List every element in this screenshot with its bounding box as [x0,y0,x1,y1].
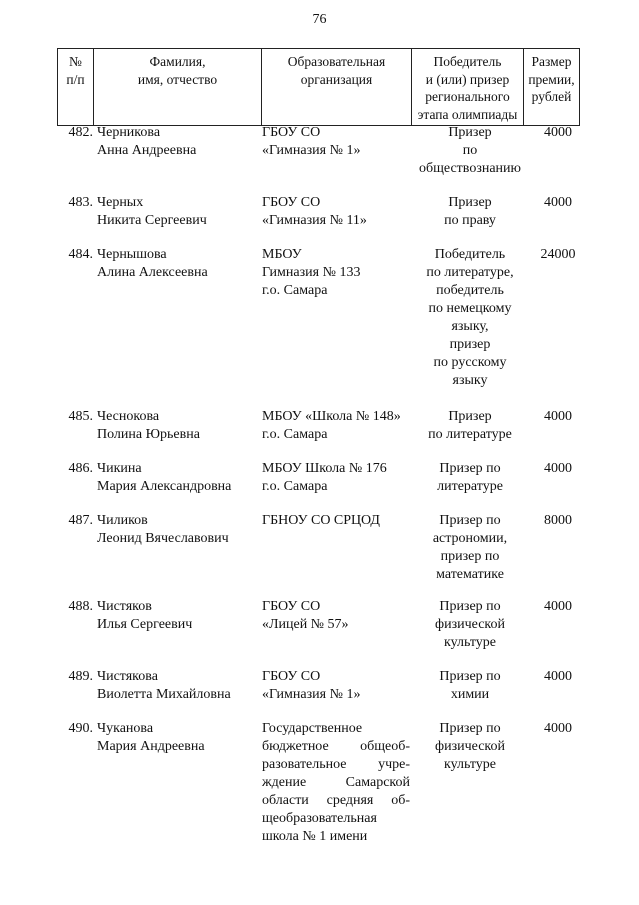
organization [262,720,410,846]
organization [262,408,410,444]
organization-line: «Гимназия № 11» [262,213,367,228]
row-number: 483. [68,195,93,210]
organization [262,246,410,300]
organization-line: Государственное [262,721,363,736]
prize-amount: 4000 [544,599,572,614]
table-row [0,124,639,194]
organization-line: ГБОУ СО [262,125,321,140]
organization-line: г.о. Самара [262,283,328,298]
prize-amount: 4000 [544,125,572,140]
student-name [97,246,257,282]
name-line: Илья Сергеевич [97,617,193,632]
award-line: литературе [437,479,503,494]
table-row [0,246,639,408]
organization [262,460,410,496]
table-row [0,598,639,668]
name-line: Чуканова [97,721,154,736]
page-number: 76 [312,12,327,27]
organization-line: МБОУ [262,247,302,262]
name-line: Мария Андреевна [97,739,205,754]
organization-line: г.о. Самара [262,479,328,494]
prize-amount: 4000 [544,461,572,476]
row-number: 488. [68,599,93,614]
award-line: культуре [444,757,496,772]
organization [262,668,410,704]
award-line: по русскому [433,355,507,370]
name-line: Мария Александровна [97,479,232,494]
name-line: Чиликов [97,513,148,528]
student-name [97,408,257,444]
name-line: Анна Андреевна [97,143,197,158]
award-line: астрономии, [432,531,508,546]
organization-line: ждение Самарской [262,775,410,790]
award [414,598,526,652]
organization-line: «Лицей № 57» [262,617,349,632]
prize-amount: 8000 [544,513,572,528]
award-line: по [462,143,478,158]
name-line: Алина Алексеевна [97,265,208,280]
award-line: культуре [444,635,496,650]
organization-line: щеобразовательная [262,811,377,826]
table-row [0,720,639,846]
award-line: Призер по [439,721,501,736]
student-name [97,720,257,756]
row-number: 486. [68,461,93,476]
award [414,460,526,496]
student-name [97,194,257,230]
organization-line: школа № 1 имени [262,829,368,844]
organization-line: ГБНОУ СО СРЦОД [262,513,380,528]
award [414,246,526,390]
student-name [97,460,257,496]
award [414,124,526,178]
award [414,720,526,774]
table-row [0,194,639,246]
organization-line: «Гимназия № 1» [262,143,361,158]
organization-line: разовательное учре- [262,757,410,772]
row-number: 490. [68,721,93,736]
organization [262,598,410,634]
award-line: языку, [451,319,489,334]
prize-amount: 4000 [544,195,572,210]
award-line: по немецкому [428,301,512,316]
header-name: Фамилия, имя, отчество [94,49,262,126]
organization-line: ГБОУ СО [262,599,321,614]
award-line: Призер [448,195,492,210]
organization-line: г.о. Самара [262,427,328,442]
row-number: 487. [68,513,93,528]
name-line: Чистяков [97,599,152,614]
award-line: призер по [440,549,500,564]
row-number: 482. [68,125,93,140]
organization-line: ГБОУ СО [262,669,321,684]
award-line: физической [435,739,505,754]
award-line: Призер по [439,461,501,476]
name-line: Чистякова [97,669,158,684]
organization [262,194,410,230]
award-line: Призер [448,125,492,140]
name-line: Чикина [97,461,142,476]
award [414,668,526,704]
header-award: Победитель и (или) призер регионального этапа олимпиады [412,49,524,126]
award-line: Призер по [439,669,501,684]
row-number: 485. [68,409,93,424]
prize-amount: 24000 [540,247,576,262]
name-line: Леонид Вячеславович [97,531,229,546]
prize-amount: 4000 [544,409,572,424]
table-header [57,48,580,126]
award-line: призер [449,337,491,352]
student-name [97,598,257,634]
award-line: Победитель [434,247,506,262]
award-line: по литературе [428,427,512,442]
award [414,408,526,444]
award-line: химии [450,687,490,702]
organization [262,512,410,530]
name-line: Черникова [97,125,161,140]
name-line: Черных [97,195,144,210]
award [414,512,526,584]
header-number: № п/п [58,49,94,126]
award-line: математике [436,567,504,582]
student-name [97,668,257,704]
organization-line: ГБОУ СО [262,195,321,210]
row-number: 484. [68,247,93,262]
award-line: по литературе, [426,265,514,280]
award [414,194,526,230]
award-line: победитель [436,283,504,298]
organization-line: Гимназия № 133 [262,265,361,280]
name-line: Чернышова [97,247,167,262]
table-row [0,460,639,512]
organization-line: бюджетное общеоб- [262,739,410,754]
award-line: Призер по [439,513,501,528]
organization-line: области средняя об- [262,793,410,808]
award-line: по праву [444,213,496,228]
award-line: языку [452,373,488,388]
award-line: Призер по [439,599,501,614]
row-number: 489. [68,669,93,684]
organization-line: МБОУ «Школа № 148» [262,409,401,424]
student-name [97,124,257,160]
header-organization: Образовательная организация [262,49,412,126]
award-line: физической [435,617,505,632]
organization-line: МБОУ Школа № 176 [262,461,387,476]
table-row [0,668,639,720]
prize-amount: 4000 [544,721,572,736]
table-row [0,408,639,460]
name-line: Никита Сергеевич [97,213,207,228]
organization [262,124,410,160]
name-line: Чеснокова [97,409,160,424]
student-name [97,512,257,548]
name-line: Полина Юрьевна [97,427,200,442]
award-line: Призер [448,409,492,424]
header-prize: Размер премии, рублей [524,49,580,126]
prize-amount: 4000 [544,669,572,684]
name-line: Виолетта Михайловна [97,687,231,702]
table-row [0,512,639,598]
organization-line: «Гимназия № 1» [262,687,361,702]
award-line: обществознанию [419,161,521,176]
